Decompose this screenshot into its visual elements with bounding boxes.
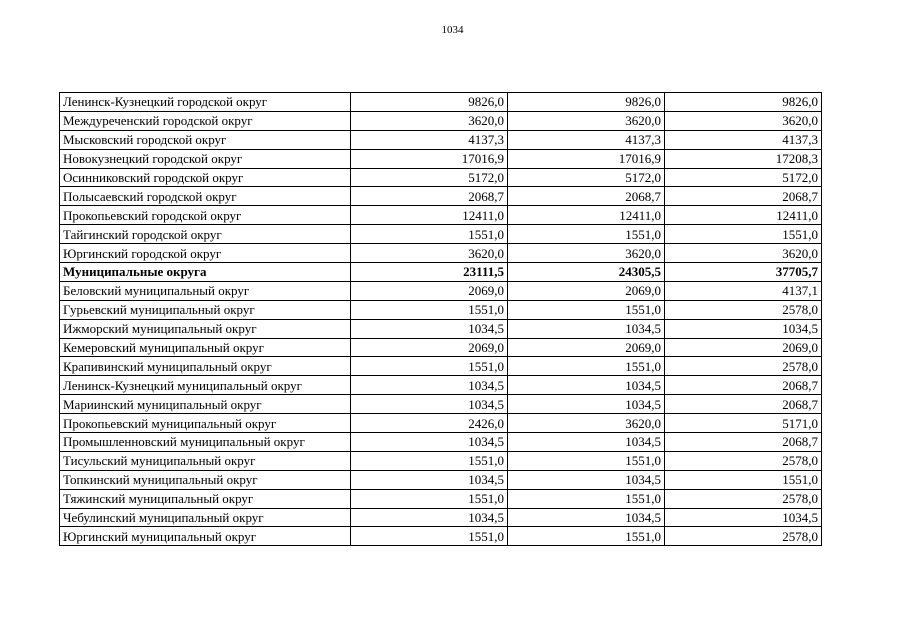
cell-value-v3: 1034,5 [665, 508, 822, 527]
table-row-subtotal [60, 263, 822, 282]
cell-value-v2: 1551,0 [508, 527, 665, 546]
cell-name: Чебулинский муниципальный округ [60, 508, 351, 527]
cell-value-v1: 1034,5 [351, 508, 508, 527]
cell-value-v1: 9826,0 [351, 93, 508, 112]
cell-value-v1: 1551,0 [351, 489, 508, 508]
cell-value-v2: 12411,0 [508, 206, 665, 225]
cell-name: Прокопьевский городской округ [60, 206, 351, 225]
table-row [60, 93, 822, 112]
cell-name: Промышленновский муниципальный округ [60, 433, 351, 452]
cell-name: Гурьевский муниципальный округ [60, 300, 351, 319]
table-row [60, 376, 822, 395]
cell-name: Осинниковский городской округ [60, 168, 351, 187]
cell-value-v2: 3620,0 [508, 111, 665, 130]
table-row [60, 414, 822, 433]
cell-value-v2: 1551,0 [508, 300, 665, 319]
table-row [60, 281, 822, 300]
cell-value-v1: 1551,0 [351, 451, 508, 470]
cell-value-v1: 2069,0 [351, 281, 508, 300]
cell-value-v1: 1034,5 [351, 470, 508, 489]
cell-value-v2: 1551,0 [508, 357, 665, 376]
table-row [60, 508, 822, 527]
table-row [60, 244, 822, 263]
cell-value-v3: 9826,0 [665, 93, 822, 112]
cell-value-v1: 1034,5 [351, 433, 508, 452]
table-row [60, 111, 822, 130]
cell-name: Топкинский муниципальный округ [60, 470, 351, 489]
cell-name: Юргинский городской округ [60, 244, 351, 263]
cell-value-v3: 4137,3 [665, 130, 822, 149]
cell-name: Ленинск-Кузнецкий городской округ [60, 93, 351, 112]
cell-value-v1: 1551,0 [351, 300, 508, 319]
table-row [60, 395, 822, 414]
cell-value-v1: 1551,0 [351, 527, 508, 546]
cell-value-v2: 2068,7 [508, 187, 665, 206]
cell-name: Ижморский муниципальный округ [60, 319, 351, 338]
table-row [60, 206, 822, 225]
cell-name: Новокузнецкий городской округ [60, 149, 351, 168]
cell-value-v2: 3620,0 [508, 414, 665, 433]
table-body [60, 93, 822, 546]
cell-name: Мысковский городской округ [60, 130, 351, 149]
cell-value-v3: 1551,0 [665, 225, 822, 244]
cell-value-v2: 24305,5 [508, 263, 665, 282]
cell-value-v1: 2069,0 [351, 338, 508, 357]
cell-value-v3: 2068,7 [665, 433, 822, 452]
cell-value-v3: 2069,0 [665, 338, 822, 357]
table-row [60, 489, 822, 508]
cell-value-v3: 2578,0 [665, 527, 822, 546]
cell-value-v3: 2068,7 [665, 376, 822, 395]
cell-value-v1: 5172,0 [351, 168, 508, 187]
cell-value-v1: 1034,5 [351, 376, 508, 395]
budget-table [59, 92, 822, 546]
cell-name: Крапивинский муниципальный округ [60, 357, 351, 376]
table-row [60, 338, 822, 357]
cell-name: Прокопьевский муниципальный округ [60, 414, 351, 433]
cell-value-v1: 1034,5 [351, 395, 508, 414]
cell-value-v1: 17016,9 [351, 149, 508, 168]
cell-name: Мариинский муниципальный округ [60, 395, 351, 414]
cell-value-v1: 3620,0 [351, 111, 508, 130]
cell-value-v2: 1034,5 [508, 319, 665, 338]
cell-value-v3: 4137,1 [665, 281, 822, 300]
cell-value-v2: 1551,0 [508, 489, 665, 508]
cell-value-v1: 1551,0 [351, 225, 508, 244]
cell-value-v1: 1551,0 [351, 357, 508, 376]
cell-value-v3: 5171,0 [665, 414, 822, 433]
cell-value-v2: 1034,5 [508, 508, 665, 527]
cell-value-v2: 1034,5 [508, 470, 665, 489]
cell-value-v2: 9826,0 [508, 93, 665, 112]
cell-value-v3: 12411,0 [665, 206, 822, 225]
table-row [60, 300, 822, 319]
table-row [60, 187, 822, 206]
cell-value-v2: 1551,0 [508, 451, 665, 470]
cell-value-v1: 4137,3 [351, 130, 508, 149]
cell-name: Тяжинский муниципальный округ [60, 489, 351, 508]
cell-value-v3: 2068,7 [665, 187, 822, 206]
cell-value-v3: 3620,0 [665, 111, 822, 130]
table-row [60, 357, 822, 376]
table-row [60, 451, 822, 470]
cell-value-v3: 3620,0 [665, 244, 822, 263]
cell-value-v1: 1034,5 [351, 319, 508, 338]
cell-name: Тайгинский городской округ [60, 225, 351, 244]
cell-name: Кемеровский муниципальный округ [60, 338, 351, 357]
cell-value-v1: 12411,0 [351, 206, 508, 225]
cell-name: Беловский муниципальный округ [60, 281, 351, 300]
cell-value-v3: 2578,0 [665, 451, 822, 470]
cell-value-v3: 5172,0 [665, 168, 822, 187]
page-number: 1034 [441, 24, 464, 36]
cell-name: Муниципальные округа [60, 263, 351, 282]
cell-value-v3: 37705,7 [665, 263, 822, 282]
cell-value-v2: 1034,5 [508, 395, 665, 414]
cell-value-v1: 2068,7 [351, 187, 508, 206]
table-row [60, 433, 822, 452]
table-row [60, 168, 822, 187]
cell-name: Междуреченский городской округ [60, 111, 351, 130]
cell-value-v3: 2068,7 [665, 395, 822, 414]
cell-value-v3: 2578,0 [665, 357, 822, 376]
cell-value-v2: 3620,0 [508, 244, 665, 263]
cell-value-v2: 1034,5 [508, 433, 665, 452]
table-row [60, 470, 822, 489]
cell-value-v2: 1034,5 [508, 376, 665, 395]
table-row [60, 130, 822, 149]
cell-value-v2: 2069,0 [508, 338, 665, 357]
cell-value-v2: 2069,0 [508, 281, 665, 300]
cell-value-v3: 1551,0 [665, 470, 822, 489]
cell-value-v2: 5172,0 [508, 168, 665, 187]
cell-value-v2: 17016,9 [508, 149, 665, 168]
cell-name: Полысаевский городской округ [60, 187, 351, 206]
cell-name: Ленинск-Кузнецкий муниципальный округ [60, 376, 351, 395]
cell-value-v3: 17208,3 [665, 149, 822, 168]
cell-value-v2: 1551,0 [508, 225, 665, 244]
table-row [60, 527, 822, 546]
cell-value-v3: 1034,5 [665, 319, 822, 338]
cell-value-v1: 23111,5 [351, 263, 508, 282]
cell-value-v1: 2426,0 [351, 414, 508, 433]
cell-value-v1: 3620,0 [351, 244, 508, 263]
cell-value-v3: 2578,0 [665, 300, 822, 319]
cell-value-v2: 4137,3 [508, 130, 665, 149]
table-row [60, 149, 822, 168]
table-row [60, 319, 822, 338]
cell-name: Юргинский муниципальный округ [60, 527, 351, 546]
table-row [60, 225, 822, 244]
cell-value-v3: 2578,0 [665, 489, 822, 508]
cell-name: Тисульский муниципальный округ [60, 451, 351, 470]
